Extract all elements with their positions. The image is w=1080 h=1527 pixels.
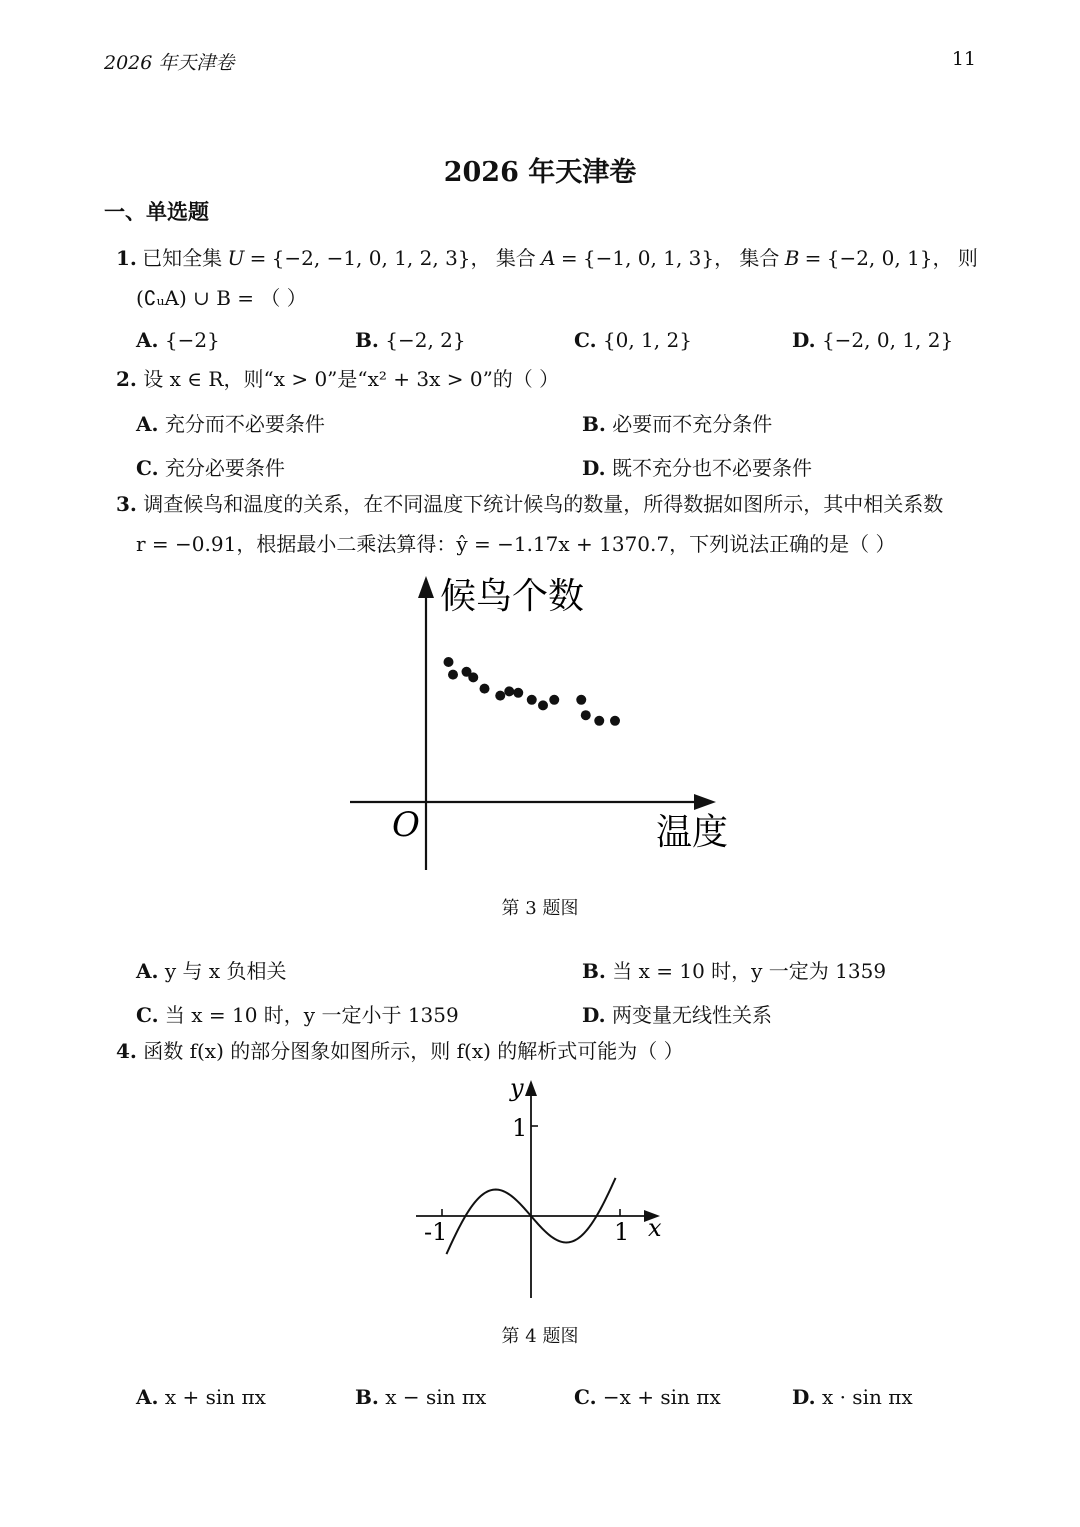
q3-option-b[interactable] — [582, 955, 886, 984]
q3-option-c[interactable] — [136, 999, 459, 1028]
option-text: x · sin πx — [821, 1385, 913, 1409]
figure-4-caption: 第 4 题图 — [501, 1326, 579, 1347]
scatter-point — [549, 695, 559, 705]
option-label: D. — [582, 1003, 606, 1027]
scatter-point — [538, 700, 548, 710]
scatter-point — [444, 657, 454, 667]
question-3-stem-line1 — [116, 492, 943, 516]
x-tick-label-pos: 1 — [614, 1218, 630, 1246]
x-axis-arrow-icon — [694, 794, 716, 810]
question-1-number: 1. — [116, 246, 137, 270]
question-4-number: 4. — [116, 1039, 137, 1063]
y-axis-label: 候鸟个数 — [440, 576, 585, 617]
scatter-point — [468, 672, 478, 682]
question-2-text: 设 x ∈ R，则“x > 0”是“x² + 3x > 0”的（ ） — [143, 367, 560, 391]
q4-option-a[interactable] — [136, 1385, 266, 1409]
q1-token: 则 — [957, 246, 978, 270]
option-label: A. — [136, 1385, 159, 1409]
figure-3-caption: 第 3 题图 — [501, 898, 579, 919]
scatter-point — [581, 710, 591, 720]
q1-token: B — [784, 246, 800, 270]
scatter-figure — [330, 570, 750, 880]
option-label: C. — [574, 1385, 597, 1409]
q1-option-a[interactable] — [136, 328, 220, 352]
option-text: 既不充分也不必要条件 — [611, 456, 812, 480]
option-text: 两变量无线性关系 — [611, 1003, 772, 1027]
q2-option-a[interactable] — [136, 408, 325, 437]
origin-label: O — [392, 805, 420, 845]
option-text: 必要而不充分条件 — [612, 412, 773, 436]
option-text: {−2, 2} — [385, 328, 466, 352]
q1-token: = — [560, 246, 578, 270]
y-axis-label: y — [510, 1074, 524, 1102]
q1-token: {−1, 0, 1, 3}， — [582, 246, 735, 270]
option-label: D. — [792, 1385, 816, 1409]
q3-option-d[interactable] — [582, 999, 772, 1028]
question-4-text: 函数 f(x) 的部分图象如图所示，则 f(x) 的解析式可能为（ ） — [143, 1039, 684, 1063]
scatter-point — [610, 716, 620, 726]
q1-token: 集合 — [495, 246, 536, 270]
option-label: A. — [136, 412, 159, 436]
scatter-point — [594, 716, 604, 726]
option-label: C. — [136, 456, 159, 480]
x-axis-label: 温度 — [656, 812, 729, 853]
scatter-point — [480, 684, 490, 694]
question-1-stem-line1 — [116, 246, 978, 270]
question-2-stem — [116, 367, 559, 391]
option-label: A. — [136, 959, 159, 983]
q4-option-c[interactable] — [574, 1385, 721, 1409]
option-label: B. — [582, 959, 606, 983]
running-header: 2026 年天津卷 — [104, 52, 235, 74]
option-text: x + sin πx — [164, 1385, 266, 1409]
section-heading: 一、单选题 — [104, 199, 209, 224]
q1-token: {−2, 0, 1}， — [826, 246, 953, 270]
function-figure — [410, 1074, 670, 1304]
option-label: C. — [574, 328, 597, 352]
option-text: 充分必要条件 — [164, 456, 285, 480]
scatter-points — [444, 657, 621, 726]
option-label: A. — [136, 328, 159, 352]
q1-option-c[interactable] — [574, 328, 692, 352]
x-tick-label-neg: -1 — [424, 1218, 448, 1246]
q1-token: 已知全集 — [142, 246, 223, 270]
question-3-text: 调查候鸟和温度的关系，在不同温度下统计候鸟的数量，所得数据如图所示，其中相关系数 — [143, 492, 944, 516]
question-2-number: 2. — [116, 367, 137, 391]
option-text: −x + sin πx — [602, 1385, 721, 1409]
q4-option-b[interactable] — [355, 1385, 486, 1409]
option-label: B. — [355, 328, 379, 352]
q1-token: U — [227, 246, 245, 270]
question-3-stem-line2: r = −0.91，根据最小二乘法算得：ŷ = −1.17x + 1370.7，下列说法正确的是（ ） — [136, 532, 896, 556]
option-label: B. — [355, 1385, 379, 1409]
option-text: {−2} — [164, 328, 220, 352]
option-label: D. — [792, 328, 816, 352]
scatter-point — [448, 670, 458, 680]
option-label: B. — [582, 412, 606, 436]
y-axis-arrow-icon — [418, 576, 434, 598]
question-3-number: 3. — [116, 492, 137, 516]
q1-token: {−2, −1, 0, 1, 2, 3}， — [271, 246, 491, 270]
q1-token: = — [249, 246, 267, 270]
page-title: 2026 年天津卷 — [443, 157, 637, 188]
option-text: {−2, 0, 1, 2} — [821, 328, 954, 352]
q1-token: = — [804, 246, 822, 270]
x-axis-label: x — [648, 1214, 662, 1242]
option-label: C. — [136, 1003, 159, 1027]
scatter-point — [495, 691, 505, 701]
scatter-point — [504, 686, 514, 696]
y-tick-label: 1 — [512, 1114, 528, 1142]
option-text: x − sin πx — [385, 1385, 487, 1409]
q1-option-b[interactable] — [355, 328, 466, 352]
question-4-stem — [116, 1039, 684, 1063]
option-text: 充分而不必要条件 — [164, 412, 325, 436]
q2-option-d[interactable] — [582, 452, 812, 481]
question-1-stem-line2: (∁ᵤA) ∪ B = （ ） — [136, 286, 307, 310]
option-text: {0, 1, 2} — [602, 328, 692, 352]
y-axis-arrow-icon — [525, 1080, 537, 1096]
scatter-point — [513, 688, 523, 698]
option-text: 当 x = 10 时，y 一定小于 1359 — [164, 1003, 459, 1027]
option-text: y 与 x 负相关 — [164, 959, 287, 983]
scatter-point — [576, 695, 586, 705]
q2-option-b[interactable] — [582, 408, 772, 437]
q3-option-a[interactable] — [136, 955, 287, 984]
q2-option-c[interactable] — [136, 452, 285, 481]
q1-token: 集合 — [739, 246, 780, 270]
scatter-point — [527, 695, 537, 705]
option-label: D. — [582, 456, 606, 480]
option-text: 当 x = 10 时，y 一定为 1359 — [612, 959, 887, 983]
page-number: 11 — [951, 48, 976, 70]
q1-token: A — [541, 246, 556, 270]
q1-option-d[interactable] — [792, 328, 953, 352]
q4-option-d[interactable] — [792, 1385, 913, 1409]
